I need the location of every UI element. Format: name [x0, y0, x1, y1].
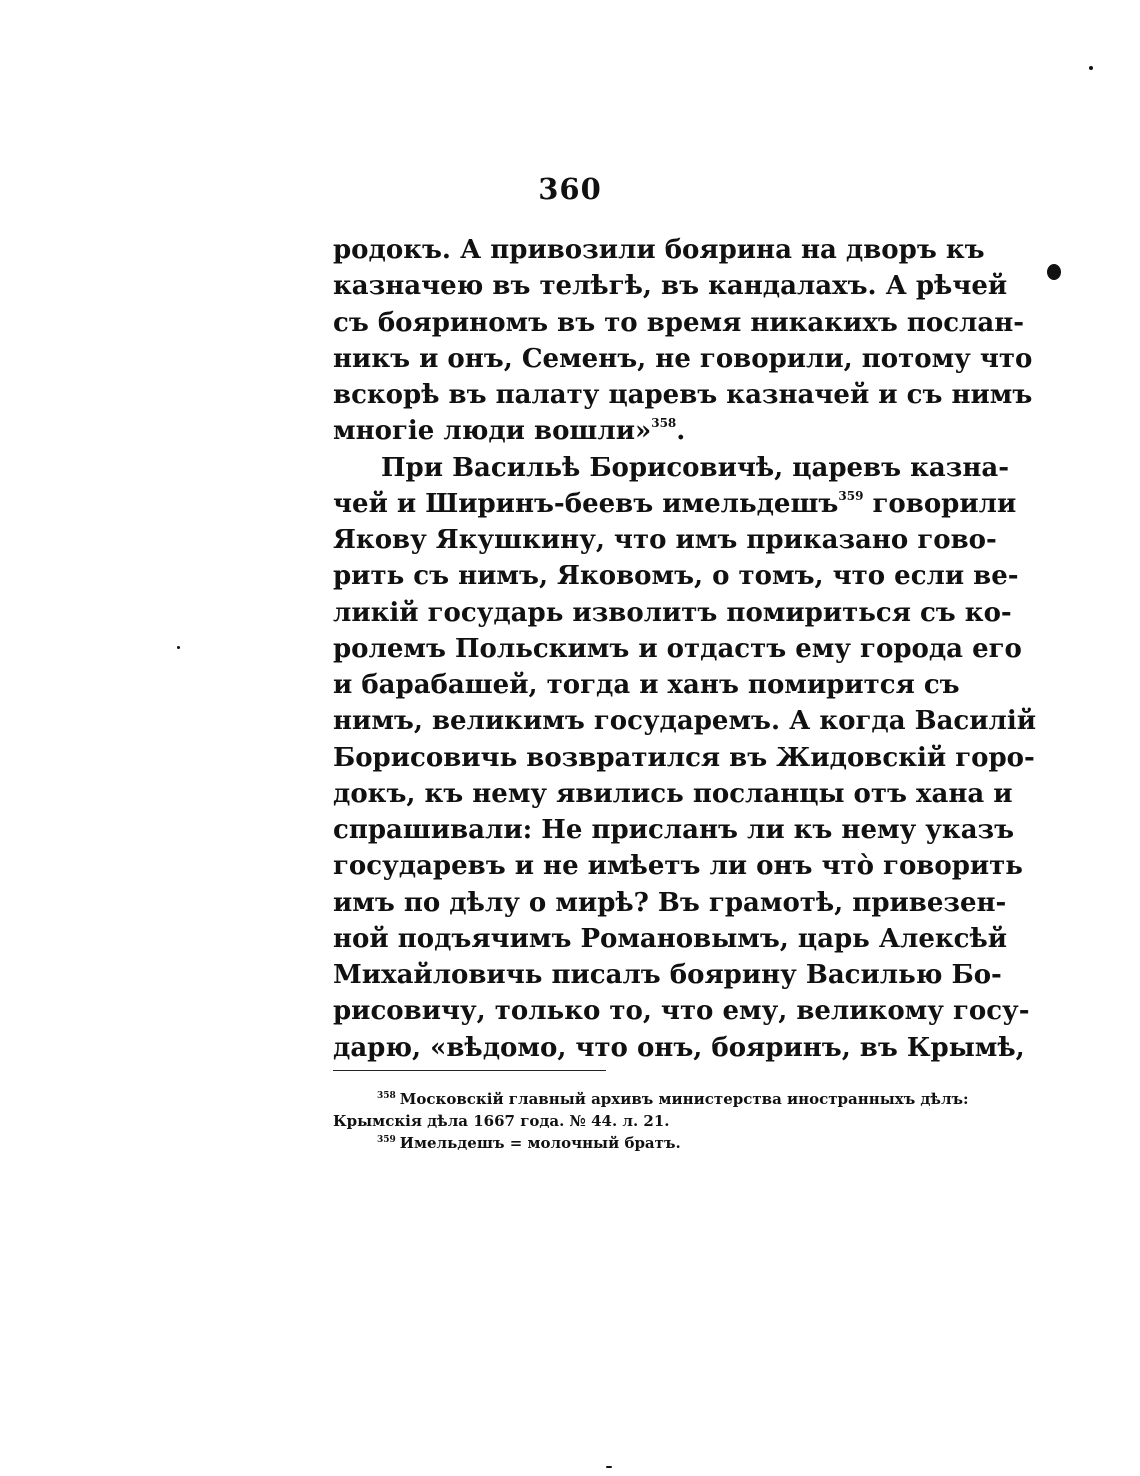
- text-line: рисовичу, только то, что ему, великому госу-: [333, 996, 1030, 1027]
- text-line: и барабашей, тогда и ханъ помирится съ: [333, 670, 960, 700]
- text-line: ной подъячимъ Романовымъ, царь Алексѣй: [333, 923, 1008, 954]
- scan-speck: [177, 646, 180, 649]
- ink-blot: [1047, 264, 1061, 280]
- text-fragment: говорили: [863, 488, 1017, 519]
- text-line: казначею въ телѣгѣ, въ кандалахъ. А рѣчей: [333, 271, 1008, 302]
- text-fragment: .: [676, 416, 686, 447]
- text-line: Борисовичь возвратился въ Жидовскій горо-: [333, 742, 1035, 773]
- footnote-358: [333, 1088, 969, 1110]
- footnote-ref-358: 358: [651, 416, 677, 431]
- text-line: докъ, къ нему явились посланцы отъ хана и: [333, 778, 1013, 809]
- text-fragment: чей и Ширинъ-беевъ имельдешъ: [333, 488, 839, 519]
- footnote-separator: [333, 1070, 606, 1071]
- text-line: спрашивали: Не присланъ ли къ нему указъ: [333, 815, 1015, 845]
- text-line: рить съ нимъ, Яковомъ, о томъ, что если ве-: [333, 561, 1019, 592]
- footnotes: [333, 1088, 969, 1154]
- text-line: Михайловичь писалъ боярину Василью Бо-: [333, 960, 1002, 990]
- body-text: [333, 232, 1037, 1066]
- text-line: дарю, «вѣдомо, что онъ, бояринъ, въ Крымѣ,: [333, 1032, 1025, 1063]
- footnote-ref-359: 359: [838, 488, 864, 503]
- text-line: [333, 413, 925, 449]
- text-fragment: многіе люди вошли»: [333, 416, 652, 447]
- text-line: вскорѣ въ палату царевъ казначей и съ нимъ: [333, 380, 1033, 410]
- footnote-number: 359: [377, 1135, 396, 1145]
- footnote-text: Московскій главный архивъ министерства иностранныхъ дѣлъ:: [399, 1090, 969, 1108]
- text-line: ролемъ Польскимъ и отдастъ ему города его: [333, 633, 1022, 664]
- page-number: 360: [538, 172, 602, 206]
- text-line: никъ и онъ, Семенъ, не говорили, потому что: [333, 343, 1033, 374]
- text-line: Якову Якушкину, что имъ приказано гово-: [333, 525, 997, 555]
- scan-speck: [1089, 66, 1093, 70]
- scan-speck: [606, 1466, 612, 1468]
- paragraph-first-line: При Васильѣ Борисовичѣ, царевъ казна-: [381, 452, 1009, 483]
- text-line: имъ по дѣлу о мирѣ? Въ грамотѣ, привезен-: [333, 887, 1007, 918]
- text-line: нимъ, великимъ государемъ. А когда Василій: [333, 706, 1037, 737]
- text-line: государевъ и не имѣетъ ли онъ что̀ говорить: [333, 851, 1023, 882]
- text-line: ликій государь изволитъ помириться съ ко-: [333, 597, 1012, 628]
- text-line: съ бояриномъ въ то время никакихъ послан-: [333, 307, 1025, 338]
- footnote-358-continued: Крымскія дѣла 1667 года. № 44. л. 21.: [333, 1112, 670, 1130]
- footnote-text: Имельдешъ = молочный братъ.: [399, 1134, 681, 1152]
- text-line: [333, 486, 1017, 522]
- footnote-number: 358: [377, 1091, 396, 1101]
- footnote-359: [333, 1132, 925, 1154]
- text-line: родокъ. А привозили боярина на дворъ къ: [333, 235, 985, 265]
